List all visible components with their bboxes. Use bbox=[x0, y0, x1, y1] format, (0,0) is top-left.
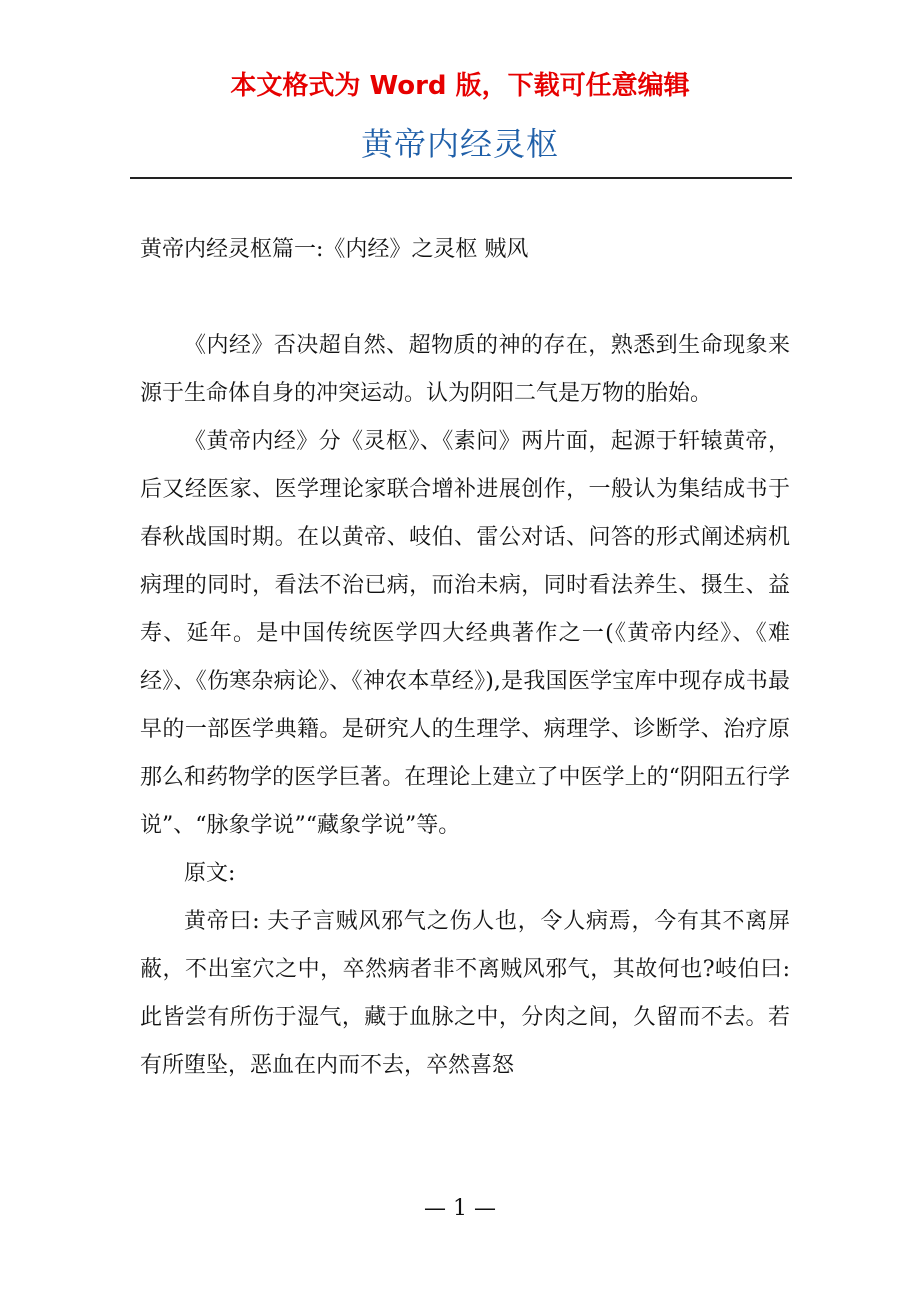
format-notice-banner: 本文格式为 Word 版，下载可任意编辑 bbox=[230, 71, 690, 101]
title-divider bbox=[130, 177, 792, 179]
paragraph-overview: 《黄帝内经》分《灵枢》、《素问》两片面，起源于轩辕黄帝，后又经医家、医学理论家联合增补进展创作，一般认为集结成书于春秋战国时期。在以黄帝、岐伯、雷公对话、问答的形式阐述病机病理的同时，看法不治已病，而治未病，同时看法养生、摄生、益寿、延年。是中国传统医学四大经典著作之一(《黄帝内经》、《难经》、《伤寒杂病论》、《神农本草经》),是我国医学宝库中现存成书最早的一部医学典籍。是研究人的生理学、病理学、诊断学、治疗原那么和药物学的医学巨著。在理论上建立了中医学上的“阴阳五行学说”、“脉象学说”“藏象学说”等。 bbox=[140, 429, 790, 838]
paragraph-original-text: 黄帝曰: 夫子言贼风邪气之伤人也，令人病焉，今有其不离屏蔽，不出室穴之中，卒然病者非不离贼风邪气，其故何也?岐伯曰: 此皆尝有所伤于湿气，藏于血脉之中，分肉之间，久留而不去。若有所堕坠，恶血在内而不去，卒然喜怒 bbox=[140, 909, 790, 1078]
document-body bbox=[140, 226, 790, 1090]
paragraph-intro: 《内经》否决超自然、超物质的神的存在，熟悉到生命现象来源于生命体自身的冲突运动。认为阴阳二气是万物的胎始。 bbox=[140, 333, 790, 406]
page-number: — 1 — bbox=[424, 1196, 496, 1221]
document-title: 黄帝内经灵枢 bbox=[360, 125, 559, 163]
section-heading: 黄帝内经灵枢篇一:《内经》之灵枢 贼风 bbox=[140, 237, 529, 262]
paragraph-original-label: 原文: bbox=[184, 861, 236, 886]
